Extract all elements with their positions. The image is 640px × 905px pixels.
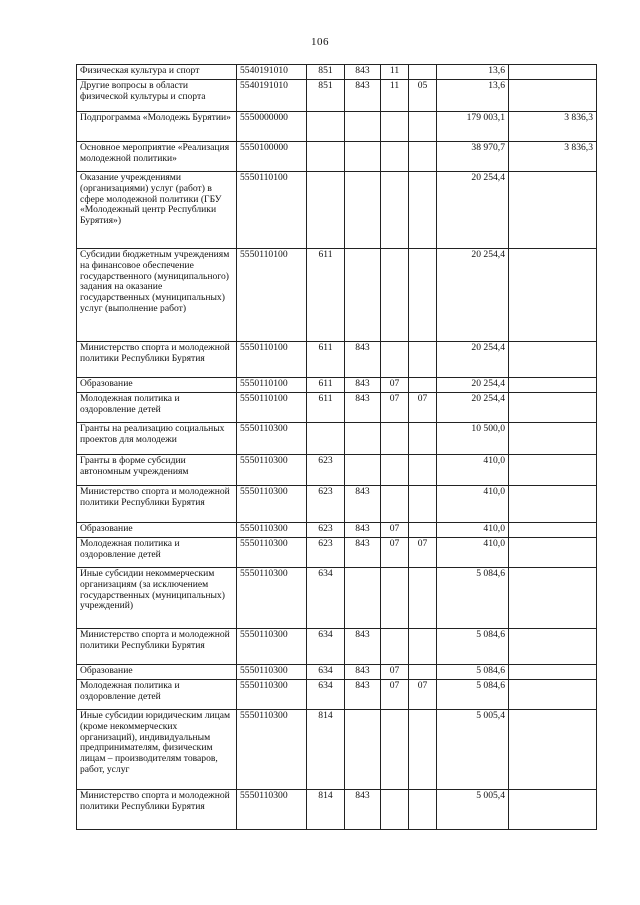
subsection-code: 07 <box>409 393 437 423</box>
target-article-code: 5550110300 <box>237 455 307 486</box>
ministry-code: 843 <box>345 665 381 680</box>
expense-type-code <box>307 112 345 142</box>
ministry-code: 843 <box>345 680 381 710</box>
table-row <box>77 568 597 629</box>
subsection-code <box>409 342 437 378</box>
table-row <box>77 790 597 830</box>
table-row <box>77 342 597 378</box>
section-code: 07 <box>381 393 409 423</box>
subsection-code <box>409 423 437 455</box>
subsection-code <box>409 710 437 790</box>
target-article-code: 5550110300 <box>237 423 307 455</box>
amount-secondary-cell <box>509 523 597 538</box>
section-code: 07 <box>381 680 409 710</box>
section-code <box>381 629 409 665</box>
row-name: Другие вопросы в области физической культуры и спорта <box>77 80 237 112</box>
row-name: Министерство спорта и молодежной политики Республики Бурятия <box>77 790 237 830</box>
section-code <box>381 455 409 486</box>
ministry-code: 843 <box>345 538 381 568</box>
ministry-code <box>345 112 381 142</box>
amount-secondary-cell <box>509 393 597 423</box>
ministry-code: 843 <box>345 342 381 378</box>
row-name: Молодежная политика и оздоровление детей <box>77 538 237 568</box>
row-name: Основное мероприятие «Реализация молодежной политики» <box>77 142 237 172</box>
target-article-code: 5550110100 <box>237 393 307 423</box>
table-row <box>77 172 597 249</box>
table-row <box>77 523 597 538</box>
row-name: Физическая культура и спорт <box>77 65 237 80</box>
expense-type-code: 611 <box>307 249 345 342</box>
target-article-code: 5550110300 <box>237 486 307 523</box>
amount-cell: 5 084,6 <box>437 568 509 629</box>
expense-type-code: 851 <box>307 80 345 112</box>
subsection-code <box>409 142 437 172</box>
target-article-code: 5550110100 <box>237 249 307 342</box>
amount-secondary-cell <box>509 568 597 629</box>
target-article-code: 5550000000 <box>237 112 307 142</box>
expense-type-code: 634 <box>307 629 345 665</box>
section-code: 07 <box>381 665 409 680</box>
target-article-code: 5550110300 <box>237 710 307 790</box>
target-article-code: 5550110300 <box>237 665 307 680</box>
section-code <box>381 790 409 830</box>
target-article-code: 5550110300 <box>237 680 307 710</box>
ministry-code: 843 <box>345 790 381 830</box>
amount-cell: 410,0 <box>437 455 509 486</box>
subsection-code <box>409 629 437 665</box>
amount-cell: 38 970,7 <box>437 142 509 172</box>
section-code <box>381 342 409 378</box>
amount-cell: 13,6 <box>437 65 509 80</box>
section-code: 11 <box>381 80 409 112</box>
budget-table <box>76 64 597 830</box>
expense-type-code: 623 <box>307 486 345 523</box>
amount-cell: 5 084,6 <box>437 680 509 710</box>
row-name: Иные субсидии некоммерческим организациям (за исключением государственных (муниципальных) учреждений) <box>77 568 237 629</box>
subsection-code <box>409 455 437 486</box>
table-row <box>77 680 597 710</box>
amount-secondary-cell <box>509 486 597 523</box>
subsection-code <box>409 568 437 629</box>
ministry-code: 843 <box>345 486 381 523</box>
amount-cell: 5 005,4 <box>437 790 509 830</box>
page-number: 106 <box>311 36 329 48</box>
amount-secondary-cell <box>509 455 597 486</box>
expense-type-code <box>307 172 345 249</box>
row-name: Оказание учреждениями (организациями) услуг (работ) в сфере молодежной политики (ГБУ «Молодежный центр Республики Бурятия») <box>77 172 237 249</box>
section-code <box>381 710 409 790</box>
section-code <box>381 112 409 142</box>
subsection-code <box>409 249 437 342</box>
row-name: Министерство спорта и молодежной политики Республики Бурятия <box>77 629 237 665</box>
table-row <box>77 65 597 80</box>
subsection-code <box>409 172 437 249</box>
section-code <box>381 423 409 455</box>
target-article-code: 5550110100 <box>237 342 307 378</box>
amount-secondary-cell <box>509 249 597 342</box>
row-name: Образование <box>77 523 237 538</box>
row-name: Молодежная политика и оздоровление детей <box>77 393 237 423</box>
ministry-code <box>345 249 381 342</box>
row-name: Образование <box>77 665 237 680</box>
row-name: Субсидии бюджетным учреждениям на финансовое обеспечение государственного (муниципального) задания на оказание государственных (муниципальных) услуг (выполнение работ) <box>77 249 237 342</box>
expense-type-code: 623 <box>307 455 345 486</box>
subsection-code: 07 <box>409 538 437 568</box>
table-row <box>77 378 597 393</box>
subsection-code <box>409 523 437 538</box>
section-code: 07 <box>381 378 409 393</box>
target-article-code: 5540191010 <box>237 65 307 80</box>
expense-type-code: 814 <box>307 790 345 830</box>
expense-type-code: 623 <box>307 523 345 538</box>
row-name: Иные субсидии юридическим лицам (кроме некоммерческих организаций), индивидуальным предпринимателям, физическим лицам – производителям товаров, работ, услуг <box>77 710 237 790</box>
subsection-code <box>409 378 437 393</box>
row-name: Гранты в форме субсидии автономным учреждениям <box>77 455 237 486</box>
amount-cell: 13,6 <box>437 80 509 112</box>
ministry-code: 843 <box>345 65 381 80</box>
table-row <box>77 80 597 112</box>
subsection-code: 05 <box>409 80 437 112</box>
ministry-code <box>345 710 381 790</box>
amount-secondary-cell <box>509 378 597 393</box>
ministry-code: 843 <box>345 80 381 112</box>
table-row <box>77 538 597 568</box>
amount-secondary-cell <box>509 538 597 568</box>
table-row <box>77 142 597 172</box>
amount-secondary-cell <box>509 65 597 80</box>
amount-cell: 5 005,4 <box>437 710 509 790</box>
row-name: Гранты на реализацию социальных проектов для молодежи <box>77 423 237 455</box>
amount-cell: 20 254,4 <box>437 342 509 378</box>
row-name: Образование <box>77 378 237 393</box>
amount-secondary-cell <box>509 710 597 790</box>
table-row <box>77 629 597 665</box>
expense-type-code: 634 <box>307 568 345 629</box>
expense-type-code: 851 <box>307 65 345 80</box>
amount-cell: 20 254,4 <box>437 393 509 423</box>
expense-type-code: 814 <box>307 710 345 790</box>
amount-cell: 10 500,0 <box>437 423 509 455</box>
section-code: 11 <box>381 65 409 80</box>
row-name: Министерство спорта и молодежной политики Республики Бурятия <box>77 342 237 378</box>
subsection-code <box>409 65 437 80</box>
subsection-code <box>409 112 437 142</box>
subsection-code: 07 <box>409 680 437 710</box>
amount-cell: 20 254,4 <box>437 378 509 393</box>
target-article-code: 5550110300 <box>237 538 307 568</box>
expense-type-code: 634 <box>307 665 345 680</box>
table-row <box>77 423 597 455</box>
expense-type-code <box>307 423 345 455</box>
expense-type-code: 611 <box>307 378 345 393</box>
amount-cell: 20 254,4 <box>437 249 509 342</box>
target-article-code: 5540191010 <box>237 80 307 112</box>
expense-type-code: 611 <box>307 393 345 423</box>
ministry-code: 843 <box>345 378 381 393</box>
table-row <box>77 665 597 680</box>
subsection-code <box>409 486 437 523</box>
amount-secondary-cell: 3 836,3 <box>509 112 597 142</box>
amount-secondary-cell <box>509 423 597 455</box>
section-code <box>381 568 409 629</box>
expense-type-code: 623 <box>307 538 345 568</box>
ministry-code: 843 <box>345 393 381 423</box>
ministry-code: 843 <box>345 629 381 665</box>
amount-cell: 5 084,6 <box>437 665 509 680</box>
table-row <box>77 486 597 523</box>
amount-secondary-cell <box>509 342 597 378</box>
section-code <box>381 142 409 172</box>
amount-cell: 20 254,4 <box>437 172 509 249</box>
ministry-code <box>345 455 381 486</box>
subsection-code <box>409 790 437 830</box>
table-row <box>77 249 597 342</box>
section-code <box>381 172 409 249</box>
row-name: Подпрограмма «Молодежь Бурятии» <box>77 112 237 142</box>
subsection-code <box>409 665 437 680</box>
amount-cell: 410,0 <box>437 486 509 523</box>
section-code <box>381 249 409 342</box>
target-article-code: 5550110100 <box>237 172 307 249</box>
amount-secondary-cell <box>509 680 597 710</box>
amount-secondary-cell <box>509 629 597 665</box>
amount-secondary-cell: 3 836,3 <box>509 142 597 172</box>
ministry-code <box>345 568 381 629</box>
ministry-code <box>345 142 381 172</box>
amount-secondary-cell <box>509 665 597 680</box>
amount-secondary-cell <box>509 172 597 249</box>
row-name: Министерство спорта и молодежной политики Республики Бурятия <box>77 486 237 523</box>
ministry-code <box>345 423 381 455</box>
ministry-code: 843 <box>345 523 381 538</box>
table-row <box>77 393 597 423</box>
table-row <box>77 710 597 790</box>
section-code <box>381 486 409 523</box>
amount-cell: 179 003,1 <box>437 112 509 142</box>
target-article-code: 5550110300 <box>237 790 307 830</box>
expense-type-code: 611 <box>307 342 345 378</box>
section-code: 07 <box>381 523 409 538</box>
expense-type-code: 634 <box>307 680 345 710</box>
expense-type-code <box>307 142 345 172</box>
amount-cell: 5 084,6 <box>437 629 509 665</box>
amount-secondary-cell <box>509 80 597 112</box>
ministry-code <box>345 172 381 249</box>
amount-secondary-cell <box>509 790 597 830</box>
section-code: 07 <box>381 538 409 568</box>
amount-cell: 410,0 <box>437 523 509 538</box>
target-article-code: 5550110100 <box>237 378 307 393</box>
amount-cell: 410,0 <box>437 538 509 568</box>
target-article-code: 5550110300 <box>237 629 307 665</box>
table-row <box>77 112 597 142</box>
target-article-code: 5550110300 <box>237 568 307 629</box>
row-name: Молодежная политика и оздоровление детей <box>77 680 237 710</box>
table-row <box>77 455 597 486</box>
target-article-code: 5550110300 <box>237 523 307 538</box>
target-article-code: 5550100000 <box>237 142 307 172</box>
